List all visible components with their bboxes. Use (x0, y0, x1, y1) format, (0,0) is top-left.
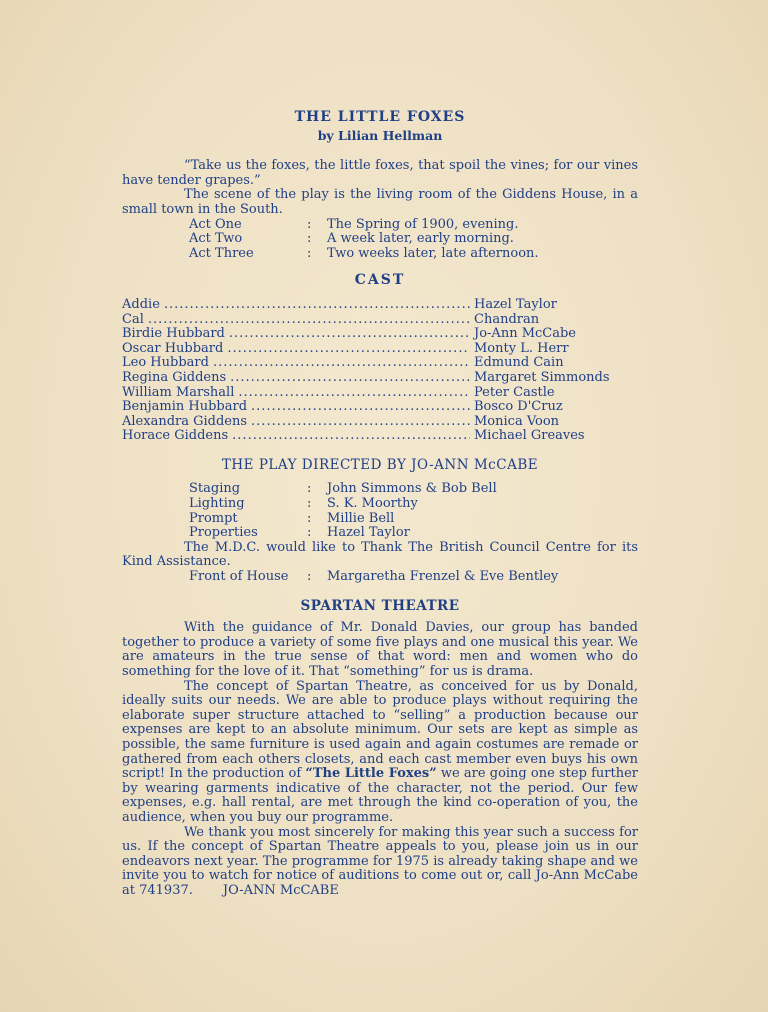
play-title: THE LITTLE FOXES (294, 109, 466, 125)
crew-name: Hazel Taylor (327, 525, 410, 541)
crew-name: John Simmons & Bob Bell (327, 481, 497, 497)
paragraph-text: The concept of Spartan Theatre, as conceived for us by Donald, ideally suits our needs. We are able to produce plays without requiring the elaborate super structure attached to “selling” a production because our expenses are kept to an absolute minimum. Our sets are kept as simple as possible, the same furniture is used again and again costumes are remade or gathered from each others closets, and each cast member even buys his own script! In the production of (122, 678, 638, 782)
paragraph-text: We thank you most sincerely for making this year such a success for us. If the concept of Spartan Theatre appeals to you, please join us in our endeavors next year. The programme for 1975 is already taking shape and we invite you to watch for notice of auditions to come out or, call Jo-Ann McCabe at 741937. (122, 824, 638, 898)
act-row: Act One : The Spring of 1900, evening. (189, 216, 519, 232)
cast-actor: Chandran (474, 311, 540, 327)
cast-role: William Marshall (122, 384, 235, 400)
cast-row (122, 356, 638, 371)
play-name-bold: “The Little Foxes” (305, 766, 437, 782)
signature: JO-ANN McCABE (222, 882, 339, 898)
act-label: Act Three (189, 245, 254, 261)
crew-job: Lighting (189, 496, 245, 512)
cast-role: Horace Giddens (122, 428, 229, 444)
cast-role: Addie (122, 296, 160, 312)
cast-actor: Bosco D'Cruz (474, 399, 563, 415)
cast-role: Birdie Hubbard (122, 326, 225, 342)
director-heading: THE PLAY DIRECTED BY JO-ANN McCABE (221, 456, 539, 473)
cast-row (122, 313, 638, 328)
spartan-heading: SPARTAN THEATRE (300, 597, 460, 614)
cast-heading: CAST (354, 272, 406, 289)
paragraph-text: we are going one step further by wearing garments indicative of the character, not the period. Our few expenses, e.g. hall rental, are met through the kind co-operation of you, the audience, when you buy our programme. (122, 766, 639, 825)
programme-content (122, 108, 638, 899)
front-of-house-names: Margaretha Frenzel & Eve Bentley (327, 569, 559, 585)
cast-actor: Margaret Simmonds (474, 369, 610, 385)
spartan-paragraph-2 (122, 680, 638, 826)
cast-actor: Monica Voon (474, 413, 560, 429)
cast-actor: Jo-Ann McCabe (474, 326, 577, 342)
crew-job: Staging (189, 481, 241, 497)
crew-row: Staging : John Simmons & Bob Bell (189, 481, 497, 497)
spartan-paragraph-3 (122, 826, 638, 899)
cast-actor: Edmund Cain (474, 355, 564, 371)
act-row: Act Three : Two weeks later, late afternoon. (189, 245, 539, 261)
author-byline: by Lilian Hellman (317, 127, 443, 143)
crew-row: Prompt : Millie Bell (189, 510, 395, 526)
front-of-house-row: Front of House : Margaretha Frenzel & Eve Bentley (189, 569, 559, 585)
cast-actor: Michael Greaves (474, 428, 585, 444)
spartan-paragraph-1: With the guidance of Mr. Donald Davies, our group has banded together to produce a variety of some five plays and one musical this year. We are amateurs in the true sense of that word: men and women who do something for the love of it. That “something” for us is drama. (122, 620, 638, 679)
cast-row (122, 400, 638, 415)
cast-row (122, 342, 638, 357)
cast-actor: Hazel Taylor (474, 296, 557, 312)
crew-name: Millie Bell (327, 510, 395, 526)
crew-job: Properties (189, 525, 258, 541)
cast-row (122, 298, 638, 313)
scene-description: The scene of the play is the living room of the Giddens House, in a small town in the South. (122, 187, 638, 217)
acts-list (189, 218, 638, 262)
front-of-house-label: Front of House (189, 569, 289, 585)
intro-quote: “Take us the foxes, the little foxes, that spoil the vines; for our vines have tender grapes.” (122, 158, 638, 188)
cast-row (122, 371, 638, 386)
crew-name: S. K. Moorthy (327, 496, 418, 512)
cast-list (122, 298, 638, 444)
cast-row (122, 386, 638, 401)
crew-row: Lighting : S. K. Moorthy (189, 496, 418, 512)
act-label: Act One (189, 216, 242, 232)
cast-role: Regina Giddens (122, 369, 227, 385)
cast-role: Benjamin Hubbard (122, 399, 248, 415)
act-time: Two weeks later, late afternoon. (327, 245, 539, 261)
act-label: Act Two (189, 231, 243, 247)
cast-role: Leo Hubbard (122, 355, 209, 371)
crew-list (189, 482, 638, 540)
act-row: Act Two : A week later, early morning. (189, 231, 514, 247)
cast-row (122, 429, 638, 444)
crew-job: Prompt (189, 510, 238, 526)
thanks-note: The M.D.C. would like to Thank The British Council Centre for its Kind Assistance. (122, 539, 638, 570)
cast-role: Oscar Hubbard (122, 340, 224, 356)
cast-role: Alexandra Giddens (122, 413, 248, 429)
crew-row: Properties : Hazel Taylor (189, 525, 410, 541)
cast-actor: Peter Castle (474, 384, 555, 400)
cast-row (122, 327, 638, 342)
act-time: The Spring of 1900, evening. (327, 216, 519, 232)
cast-role: Cal (122, 311, 144, 327)
act-time: A week later, early morning. (327, 231, 514, 247)
cast-actor: Monty L. Herr (474, 340, 569, 356)
cast-row (122, 415, 638, 430)
